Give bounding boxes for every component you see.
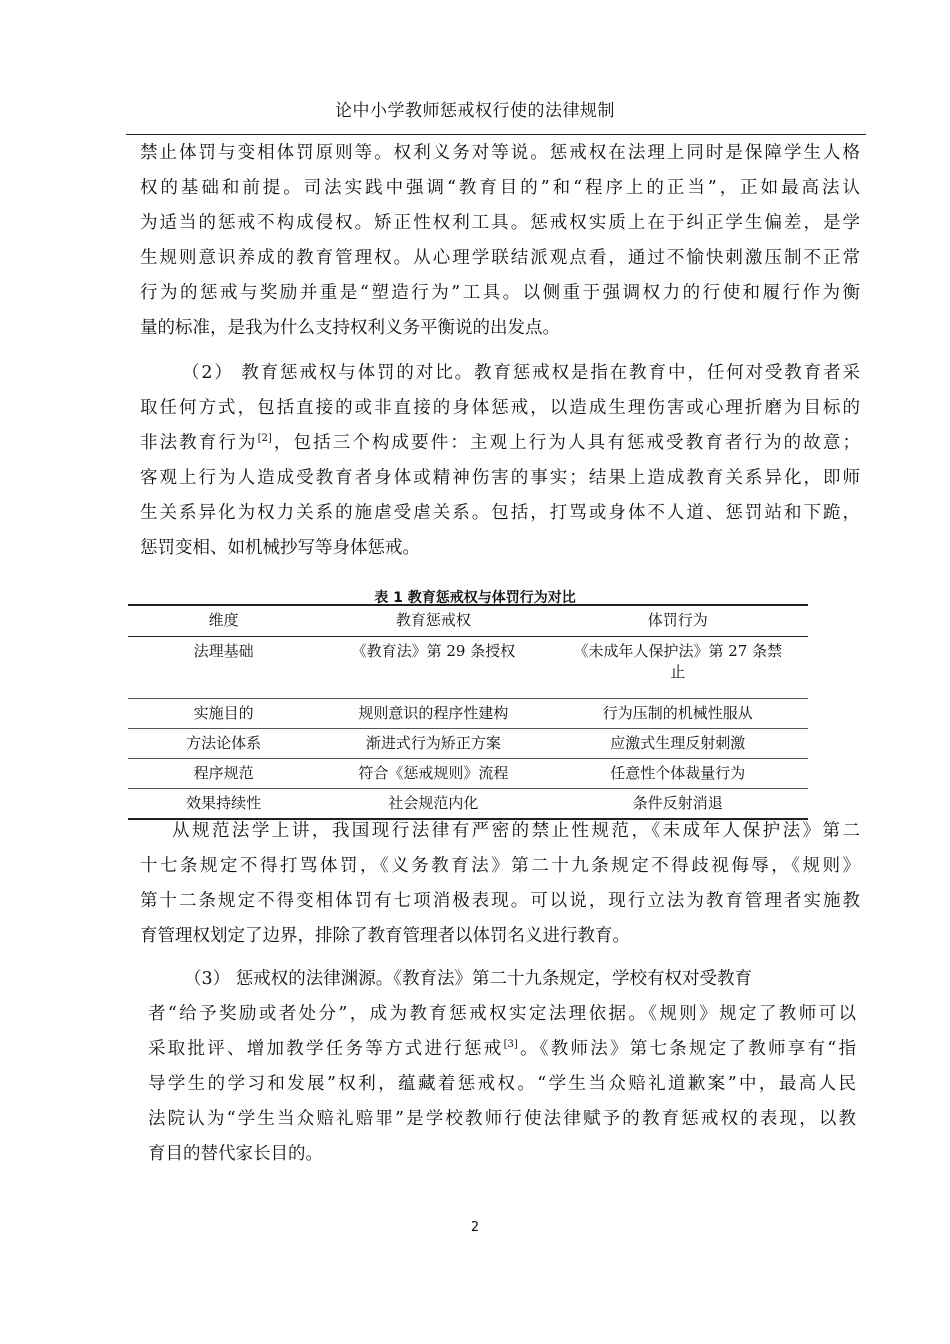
paragraph-1 bbox=[140, 136, 860, 346]
table-cell: 行为压制的机械性服从 bbox=[548, 699, 808, 729]
table-cell: 条件反射消退 bbox=[548, 789, 808, 820]
paragraph-2 bbox=[140, 356, 860, 566]
column-header: 教育惩戒权 bbox=[319, 605, 547, 637]
table-cell: 任意性个体裁量行为 bbox=[548, 759, 808, 789]
table-cell: 渐进式行为矫正方案 bbox=[319, 729, 547, 759]
paragraph-line bbox=[148, 1032, 856, 1067]
table-row bbox=[128, 699, 808, 729]
table-cell: 应激式生理反射刺激 bbox=[548, 729, 808, 759]
table-row bbox=[128, 729, 808, 759]
header-divider bbox=[126, 134, 866, 135]
paragraph-line: （2） 教育惩戒权与体罚的对比。教育惩戒权是指在教育中，任何对受教育者采 bbox=[182, 363, 860, 383]
comparison-table bbox=[128, 604, 808, 820]
paragraph-line: 育目的替代家长目的。 bbox=[148, 1144, 323, 1164]
paragraph-line: 法院认为“学生当众赔礼赔罪”是学校教师行使法律赋予的教育惩戒权的表现，以教 bbox=[148, 1109, 856, 1129]
table-cell: 实施目的 bbox=[128, 699, 319, 729]
table-header-row bbox=[128, 605, 808, 637]
page-number: 2 bbox=[470, 1220, 480, 1235]
paragraph-line: 权的基础和前提。司法实践中强调“教育目的”和“程序上的正当”，正如最高法认 bbox=[140, 178, 860, 198]
paragraph-line: 从规范法学上讲，我国现行法律有严密的禁止性规范，《未成年人保护法》第二 bbox=[172, 821, 860, 841]
table-row bbox=[128, 759, 808, 789]
table-cell: 程序规范 bbox=[128, 759, 319, 789]
paragraph-line: 取任何方式，包括直接的或非直接的身体惩戒，以造成生理伤害或心理折磨为目标的 bbox=[140, 398, 860, 418]
paragraph-3 bbox=[140, 814, 860, 954]
column-header: 维度 bbox=[128, 605, 319, 637]
table-cell: 规则意识的程序性建构 bbox=[319, 699, 547, 729]
page-header-title: 论中小学教师惩戒权行使的法律规制 bbox=[335, 101, 615, 121]
paragraph-line: 行为的惩戒与奖励并重是“塑造行为”工具。以侧重于强调权力的行使和履行作为衡 bbox=[140, 283, 860, 303]
paragraph-4 bbox=[148, 962, 856, 1172]
text-run: 采取批评、增加教学任务等方式进行惩戒 bbox=[148, 1039, 504, 1059]
table-row bbox=[128, 637, 808, 699]
table-cell: 《教育法》第 29 条授权 bbox=[319, 637, 547, 699]
paragraph-line: 生关系异化为权力关系的施虐受虐关系。包括，打骂或身体不人道、惩罚站和下跪， bbox=[140, 503, 860, 523]
table-cell: 符合《惩戒规则》流程 bbox=[319, 759, 547, 789]
paragraph-line: 为适当的惩戒不构成侵权。矫正性权利工具。惩戒权实质上在于纠正学生偏差，是学 bbox=[140, 213, 860, 233]
table-cell: 《未成年人保护法》第 27 条禁止 bbox=[548, 637, 808, 699]
paragraph-line: 量的标准，是我为什么支持权利义务平衡说的出发点。 bbox=[140, 318, 560, 338]
column-header: 体罚行为 bbox=[548, 605, 808, 637]
paragraph-line: 禁止体罚与变相体罚原则等。权利义务对等说。惩戒权在法理上同时是保障学生人格 bbox=[140, 143, 860, 163]
paragraph-line: 惩罚变相、如机械抄写等身体惩戒。 bbox=[140, 538, 420, 558]
text-run: 。《教师法》第七条规定了教师享有“指 bbox=[517, 1039, 856, 1059]
citation-ref: [2] bbox=[257, 433, 272, 444]
text-run: ，包括三个构成要件：主观上行为人具有惩戒受教育者行为的故意； bbox=[271, 433, 861, 453]
paragraph-line bbox=[140, 426, 860, 461]
table-cell: 社会规范内化 bbox=[319, 789, 547, 820]
citation-ref: [3] bbox=[503, 1039, 518, 1050]
paragraph-line: 者“给予奖励或者处分”，成为教育惩戒权实定法理依据。《规则》规定了教师可以 bbox=[148, 1004, 856, 1024]
table-cell: 方法论体系 bbox=[128, 729, 319, 759]
paragraph-line: 生规则意识养成的教育管理权。从心理学联结派观点看，通过不愉快刺激压制不正常 bbox=[140, 248, 860, 268]
paragraph-line: 育管理权划定了边界，排除了教育管理者以体罚名义进行教育。 bbox=[140, 926, 630, 946]
paragraph-line: （3） 惩戒权的法律渊源。《教育法》第二十九条规定，学校有权对受教育 bbox=[184, 969, 752, 989]
paragraph-line: 十七条规定不得打骂体罚，《义务教育法》第二十九条规定不得歧视侮辱，《规则》 bbox=[140, 856, 860, 876]
paragraph-line: 第十二条规定不得变相体罚有七项消极表现。可以说，现行立法为教育管理者实施教 bbox=[140, 891, 860, 911]
paragraph-line: 客观上行为人造成受教育者身体或精神伤害的事实；结果上造成教育关系异化，即师 bbox=[140, 468, 860, 488]
paragraph-line: 导学生的学习和发展”权利，蕴藏着惩戒权。“学生当众赔礼道歉案”中，最高人民 bbox=[148, 1074, 856, 1094]
table-caption: 表 1 教育惩戒权与体罚行为对比 bbox=[374, 590, 576, 606]
table-cell: 效果持续性 bbox=[128, 789, 319, 820]
text-run: 非法教育行为 bbox=[140, 433, 258, 453]
table-cell: 法理基础 bbox=[128, 637, 319, 699]
